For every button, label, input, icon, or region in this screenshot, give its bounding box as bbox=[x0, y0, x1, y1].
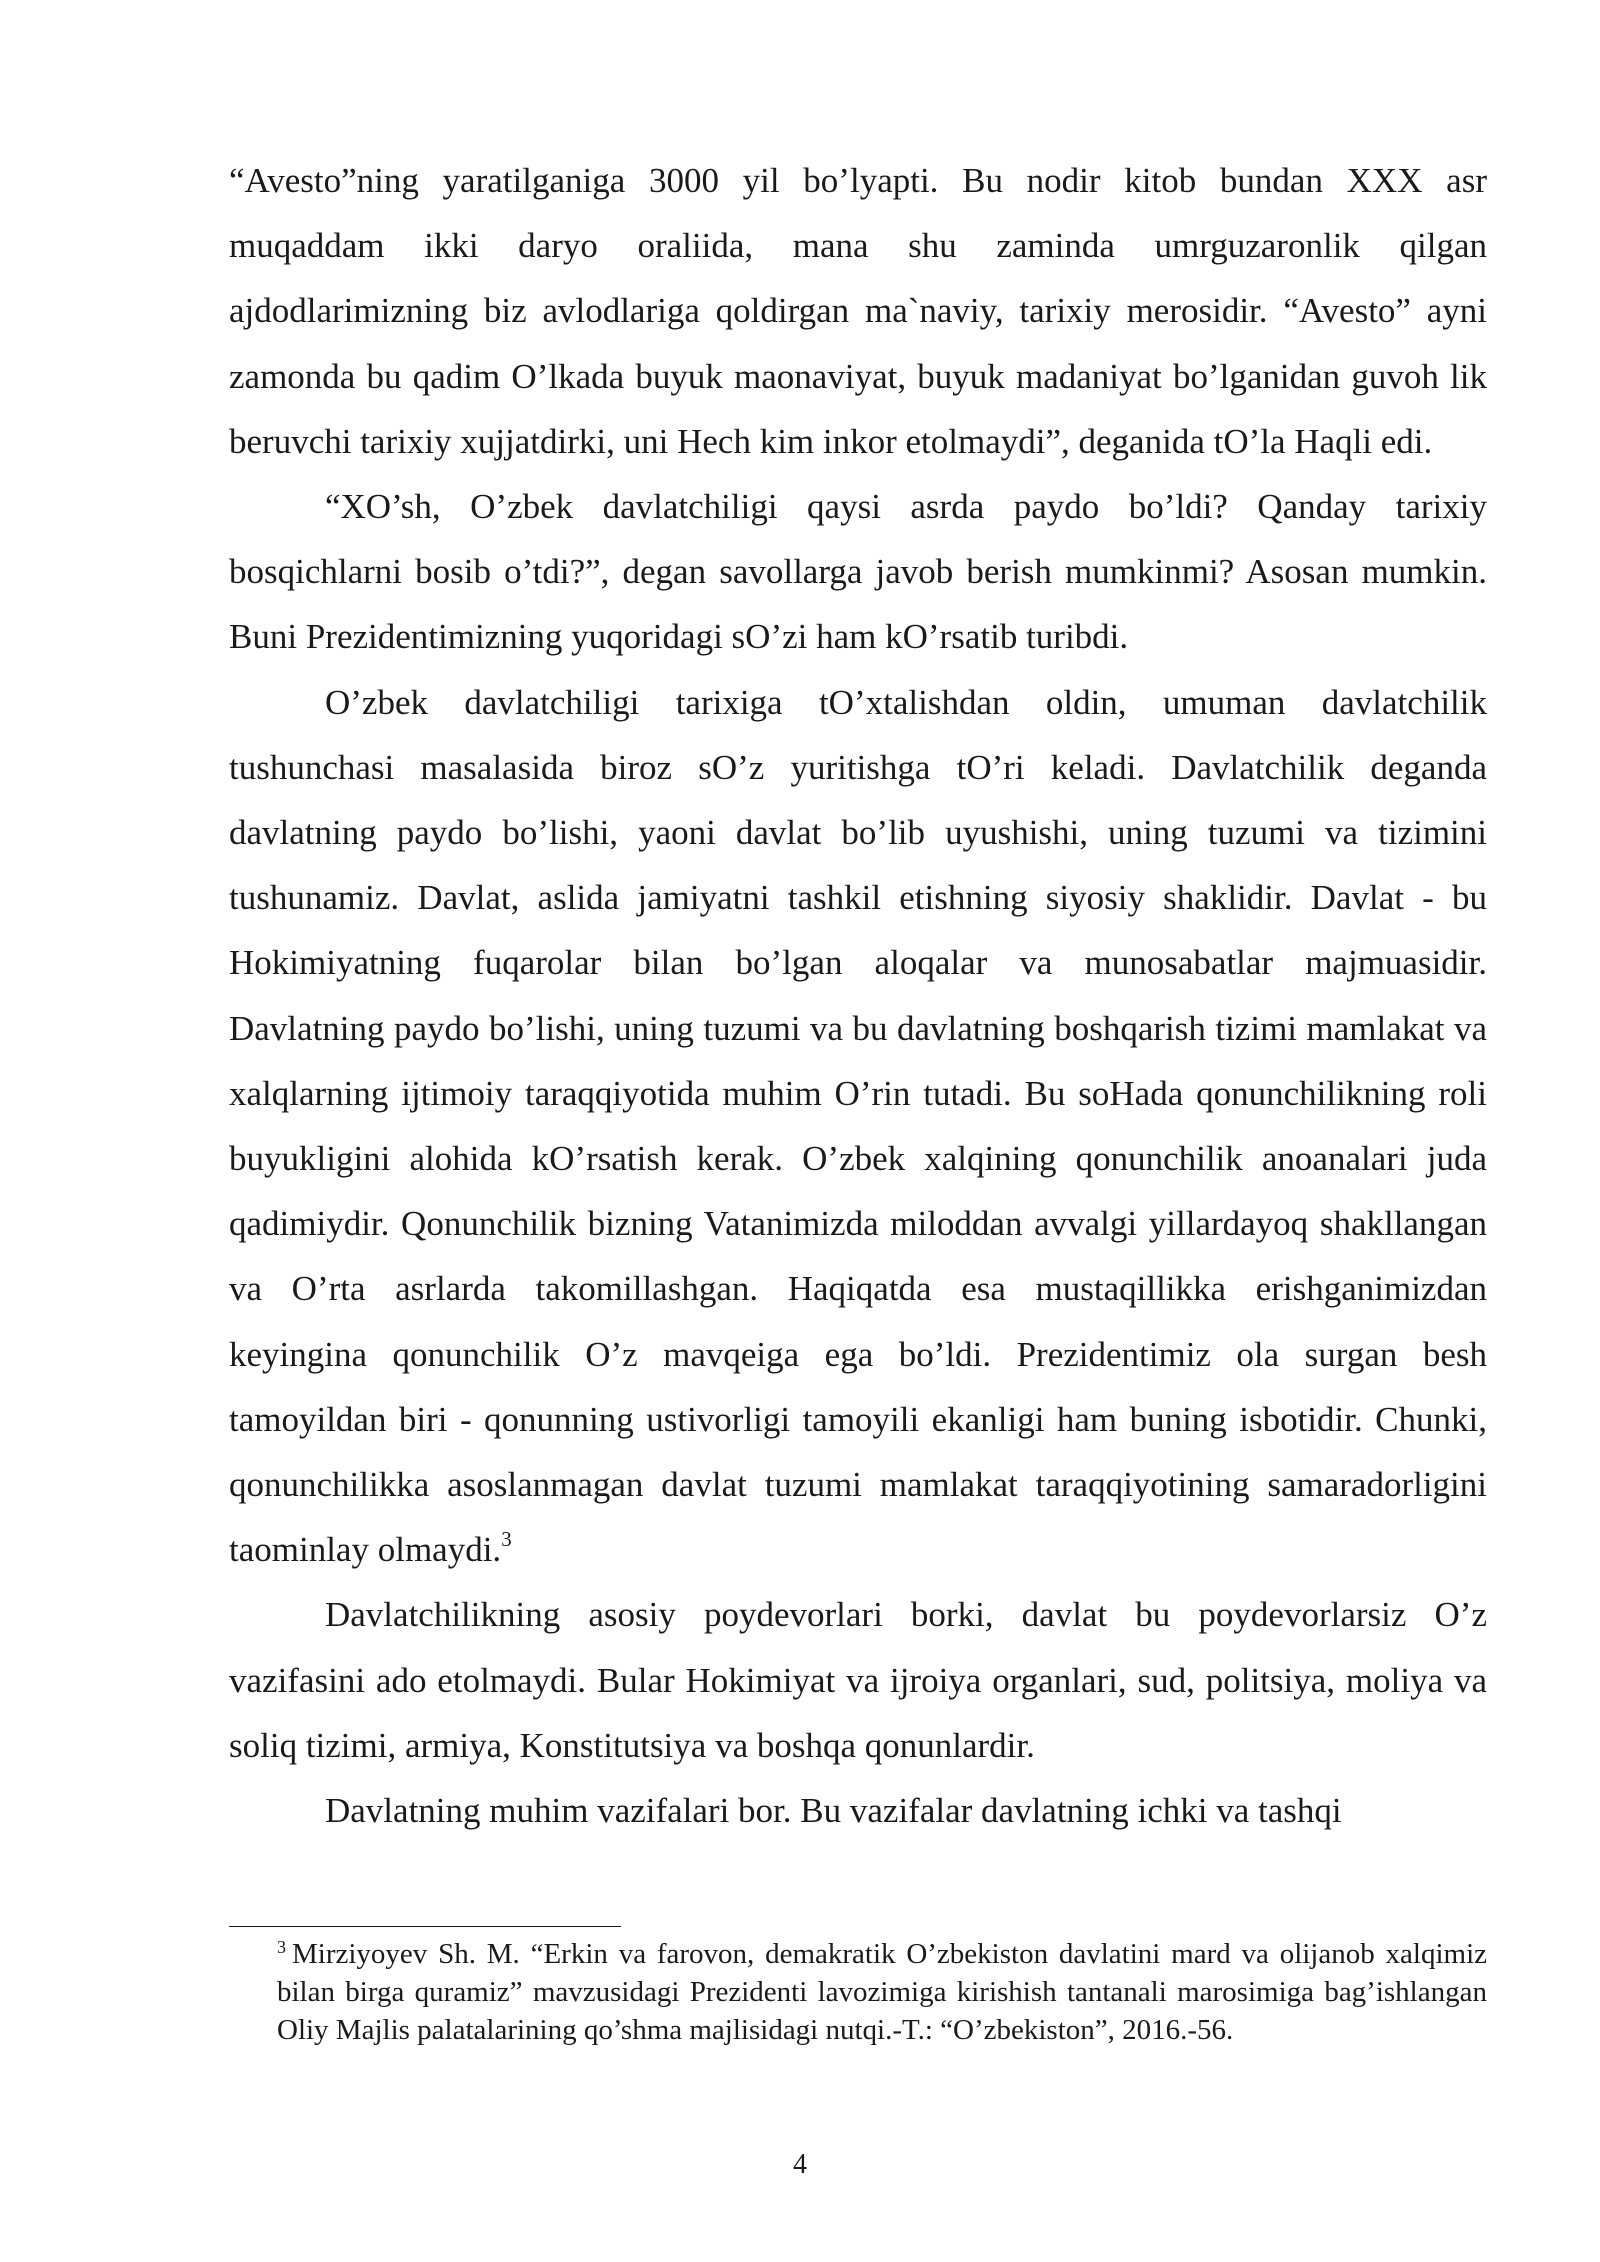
paragraph-text: Davlatchilikning asosiy poydevorlari borki, davlat bu poydevorlarsiz O’z vazifasini ado etolmaydi. Bular Hokimiyat va ijroiya organlari, sud, politsiya, moliya va soliq tizimi, armiya, Konstitutsiya va boshqa qonunlardir. bbox=[229, 1595, 1487, 1765]
document-page bbox=[229, 148, 1487, 1843]
paragraph-statehood-foundations bbox=[229, 1582, 1487, 1778]
page-number: 4 bbox=[793, 2149, 807, 2180]
paragraph-statehood-concept bbox=[229, 670, 1487, 1583]
paragraph-text: Davlatning muhim vazifalari bor. Bu vazifalar davlatning ichki va tashqi bbox=[325, 1791, 1342, 1831]
paragraph-text: “XO’sh, O’zbek davlatchiligi qaysi asrda paydo bo’ldi? Qanday tarixiy bosqichlarni bosib o’tdi?”, degan savollarga javob berish mumkinmi? Asosan mumkin. Buni Prezidentimizning yuqoridagi sO’zi ham kO’rsatib turibdi. bbox=[229, 487, 1487, 657]
footnote-number: 3 bbox=[277, 1937, 286, 1957]
paragraph-statehood-question bbox=[229, 474, 1487, 670]
footnote-reference[interactable]: 3 bbox=[501, 1527, 512, 1552]
footnote-body bbox=[229, 1935, 1487, 2049]
footnote-separator bbox=[229, 1926, 621, 1927]
paragraph-avesto-quote bbox=[229, 148, 1487, 474]
paragraph-text: “Avesto”ning yaratilganiga 3000 yil bo’lyapti. Bu nodir kitob bundan XXX asr muqaddam ikki daryo oraliida, mana shu zaminda umrguzaronlik qilgan ajdodlarimizning biz avlodlariga qoldirgan ma`naviy, tarixiy merosidir. “Avesto” ayni zamonda bu qadim O’lkada buyuk maonaviyat, buyuk madaniyat bo’lganidan guvoh lik beruvchi tarixiy xujjatdirki, uni Hech kim inkor etolmaydi”, deganida tO’la Haqli edi. bbox=[229, 161, 1487, 461]
paragraph-state-functions bbox=[229, 1778, 1487, 1843]
footnote-text: Mirziyoyev Sh. M. “Erkin va farovon, demakratik O’zbekiston davlatini mard va olijanob xalqimiz bilan birga quramiz” mavzusidagi Prezidenti lavozimiga kirishish tantanali marosimiga bag’ishlangan Oliy Majlis palatalarining qo’shma majlisidagi nutqi.-T.: “O’zbekiston”, 2016.-56. bbox=[277, 1938, 1487, 2046]
paragraph-text: O’zbek davlatchiligi tarixiga tO’xtalishdan oldin, umuman davlatchilik tushunchasi masalasida biroz sO’z yuritishga tO’ri keladi. Davlatchilik deganda davlatning paydo bo’lishi, yaoni davlat bo’lib uyushishi, uning tuzumi va tizimini tushunamiz. Davlat, aslida jamiyatni tashkil etishning siyosiy shaklidir. Davlat - bu Hokimiyatning fuqarolar bilan bo’lgan aloqalar va munosabatlar majmuasidir. Davlatning paydo bo’lishi, uning tuzumi va bu davlatning boshqarish tizimi mamlakat va xalqlarning ijtimoiy taraqqiyotida muhim O’rin tutadi. Bu soHada qonunchilikning roli buyukligini alohida kO’rsatish kerak. O’zbek xalqining qonunchilik anoanalari juda qadimiydir. Qonunchilik bizning Vatanimizda miloddan avvalgi yillardayoq shakllangan va O’rta asrlarda takomillashgan. Haqiqatda esa mustaqillikka erishganimizdan keyingina qonunchilik O’z mavqeiga ega bo’ldi. Prezidentimiz ola surgan besh tamoyildan biri - qonunning ustivorligi tamoyili ekanligi ham buning isbotidir. Chunki, qonunchilikka asoslanmagan davlat tuzumi mamlakat taraqqiyotining samaradorligini taominlay olmaydi. bbox=[229, 682, 1487, 1570]
footnote bbox=[229, 1935, 1487, 2049]
